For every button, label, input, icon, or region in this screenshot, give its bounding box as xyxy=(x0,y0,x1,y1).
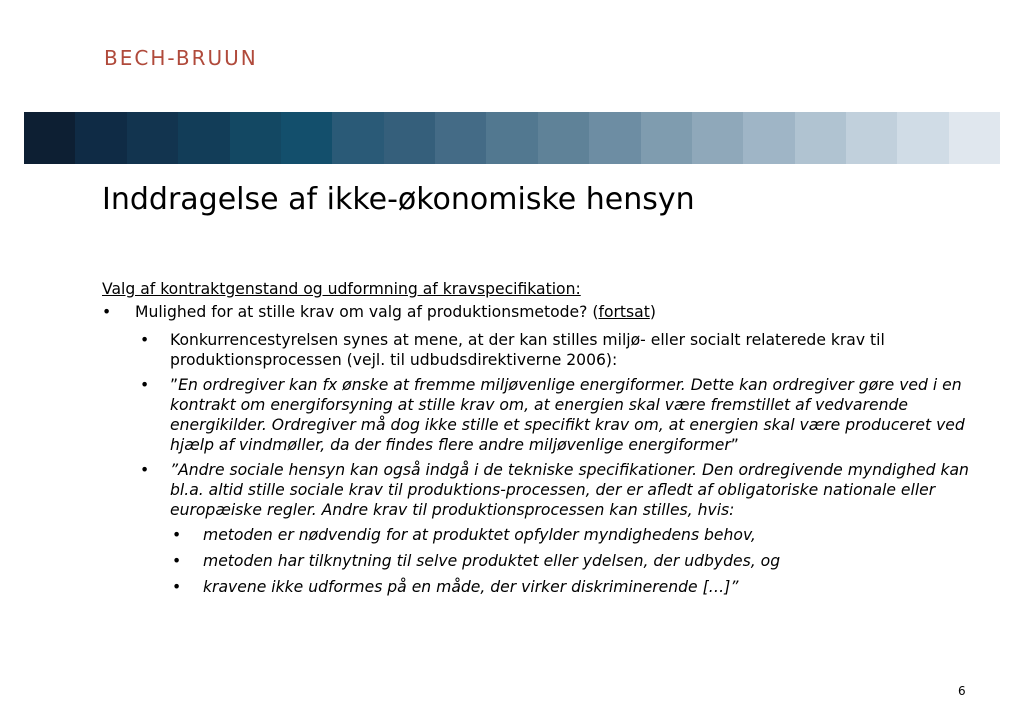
band-segment-4 xyxy=(178,112,229,164)
bullet-marker: • xyxy=(172,578,182,596)
band-segment-1 xyxy=(24,112,75,164)
sub-bullet-social-quote xyxy=(102,460,982,520)
color-gradient-band xyxy=(24,112,1000,164)
band-segment-17 xyxy=(846,112,897,164)
bullet-marker: • xyxy=(172,552,182,570)
band-segment-19 xyxy=(949,112,1000,164)
band-segment-6 xyxy=(281,112,332,164)
band-segment-12 xyxy=(589,112,640,164)
band-segment-7 xyxy=(332,112,383,164)
band-segment-13 xyxy=(641,112,692,164)
bullet-marker: • xyxy=(140,331,150,349)
company-logo: BECH-BRUUN xyxy=(104,46,258,70)
band-segment-9 xyxy=(435,112,486,164)
sub-bullet-energy-quote xyxy=(102,375,982,455)
close-quote: ” xyxy=(730,436,739,454)
sub-sub-bullet-text: metoden har tilknytning til selve produktet eller ydelsen, der udbydes, og xyxy=(203,552,781,570)
band-segment-2 xyxy=(75,112,126,164)
band-segment-8 xyxy=(384,112,435,164)
open-quote: ” xyxy=(170,376,179,394)
sub-sub-bullet xyxy=(102,551,982,571)
band-segment-5 xyxy=(230,112,281,164)
section-heading: Valg af kontraktgenstand og udformning af kravspecifikation: xyxy=(102,280,581,298)
quote-text: ”Andre sociale hensyn kan også indgå i de tekniske specifikationer. Den ordregivende myndighed kan bl.a. altid stille sociale krav til produktions-processen, der er afledt af obligatoriske nationale eller europæiske regler. Andre krav til produktionsprocessen kan stilles, hvis: xyxy=(170,461,969,519)
bullet-text-end: ) xyxy=(649,303,656,321)
bullet-production-method xyxy=(102,302,982,322)
slide-content xyxy=(102,279,982,603)
band-segment-11 xyxy=(538,112,589,164)
sub-sub-bullet xyxy=(102,577,982,597)
band-segment-15 xyxy=(743,112,794,164)
sub-sub-bullet-text: metoden er nødvendig for at produktet opfylder myndighedens behov, xyxy=(203,526,756,544)
fortsat-link[interactable]: fortsat xyxy=(598,303,650,321)
slide-title: Inddragelse af ikke-økonomiske hensyn xyxy=(102,182,695,217)
quote-text: En ordregiver kan fx ønske at fremme miljøvenlige energiformer. Dette kan ordregiver gøre ved i en kontrakt om energiforsyning at stille krav om, at energien skal være fremstillet af vedvarende energikilder. Ordregiver må dog ikke stille et specifikt krav om, at energien skal være produceret ved hjælp af vindmøller, da der findes flere andre miljøvenlige energiformer xyxy=(170,376,965,454)
page-number: 6 xyxy=(958,684,966,698)
band-segment-14 xyxy=(692,112,743,164)
bullet-marker: • xyxy=(140,376,150,394)
bullet-text: Mulighed for at stille krav om valg af produktionsmetode? ( xyxy=(135,303,599,321)
band-segment-16 xyxy=(795,112,846,164)
band-segment-3 xyxy=(127,112,178,164)
sub-sub-bullet-text: kravene ikke udformes på en måde, der virker diskriminerende […]” xyxy=(203,578,739,596)
bullet-marker: • xyxy=(140,461,150,479)
sub-sub-bullet xyxy=(102,525,982,545)
band-segment-10 xyxy=(486,112,537,164)
bullet-marker: • xyxy=(102,303,112,321)
sub-bullet-konkurrencestyrelsen xyxy=(102,330,982,370)
band-segment-18 xyxy=(897,112,948,164)
sub-bullet-text: Konkurrencestyrelsen synes at mene, at der kan stilles miljø- eller socialt relaterede krav til produktionsprocessen (vejl. til udbudsdirektiverne 2006): xyxy=(170,331,885,369)
bullet-marker: • xyxy=(172,526,182,544)
